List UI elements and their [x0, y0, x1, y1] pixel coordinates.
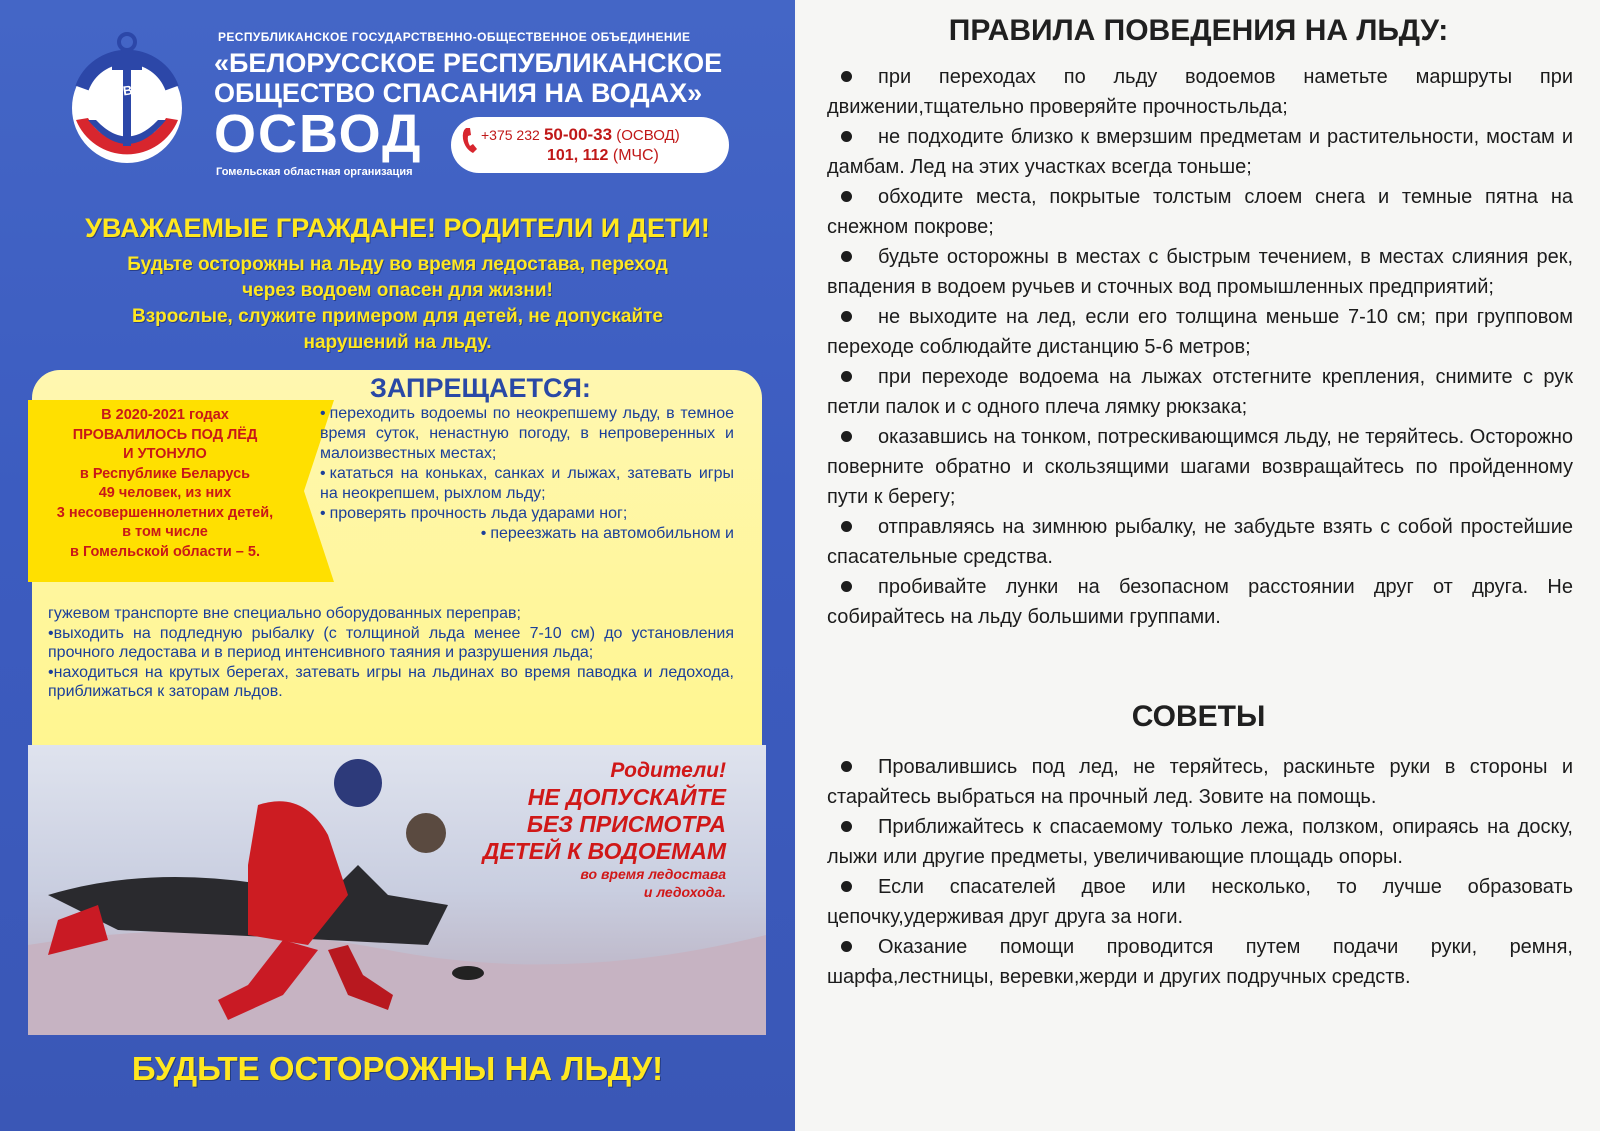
phone-line-mchs — [547, 147, 659, 165]
parents-line-6: и ледохода. — [643, 884, 726, 900]
statistics-text — [34, 406, 296, 562]
bullet-icon — [841, 941, 852, 952]
bullet-icon — [841, 881, 852, 892]
phone-pill — [451, 117, 729, 173]
bullet-icon — [841, 251, 852, 262]
phone-line-osvod — [481, 125, 680, 145]
list-item-continued: гужевом транспорте вне специально оборудованных переправ; — [48, 605, 521, 622]
parents-warning — [444, 758, 726, 901]
gomel-org: Гомельская областная организация — [216, 166, 413, 178]
list-item: обходите места, покрытые толстым слоем снега и темные пятна на снежном покрове; — [827, 186, 1573, 238]
bullet-icon — [841, 191, 852, 202]
bullet-icon — [841, 521, 852, 532]
rules-list — [827, 62, 1573, 632]
stat-line-7: в том числе — [122, 524, 208, 540]
greeting-line-3: Взрослые, служите примером для детей, не допускайте — [131, 306, 664, 327]
parents-line-2: НЕ ДОПУСКАЙТЕ — [527, 784, 726, 810]
phone-prefix: +375 232 — [481, 127, 540, 143]
greeting-line-2: через водоем опасен для жизни! — [242, 280, 553, 301]
parents-line-3: БЕЗ ПРИСМОТРА — [526, 811, 726, 837]
parents-line-5: во время ледостава — [580, 866, 726, 882]
phone-mchs: 101, 112 — [547, 147, 609, 164]
phone-osvod-label: (ОСВОД) — [616, 127, 680, 144]
phone-osvod: 50-00-33 — [543, 125, 613, 144]
list-item: оказавшись на тонком, потрескивающимся льду, не теряйтесь. Осторожно поверните обратно и скользящими шагами возвращайтесь по пройденному пути к берегу; — [827, 426, 1573, 508]
list-item: Провалившись под лед, не теряйтесь, раскиньте руки в стороны и старайтесь выбраться на прочный лед. Зовите на помощь. — [827, 756, 1573, 808]
phone-icon — [461, 125, 481, 155]
list-item: Оказание помощи проводится путем подачи руки, ремня, шарфа,лестницы, веревки,жерди и других подручных средств. — [827, 936, 1573, 988]
list-item: • переходить водоемы по неокрепшему льду, в темное время суток, ненастную погоду, в непроверенных и малоизвестных местах; — [320, 405, 734, 462]
bullet-icon — [841, 71, 852, 82]
list-item: •выходить на подледную рыбалку (с толщиной льда менее 7-10 см) до установления прочного ледостава и в период интенсивного таяния и разрушения льда; — [48, 624, 734, 661]
right-page — [797, 0, 1600, 1131]
bottom-slogan: БУДЬТЕ ОСТОРОЖНЫ НА ЛЬДУ! — [131, 1050, 664, 1087]
bullet-icon — [841, 821, 852, 832]
greeting-text — [30, 252, 765, 356]
list-item: • переезжать на автомобильном и — [480, 525, 734, 542]
advice-list — [827, 752, 1573, 992]
list-item: Приближайтесь к спасаемому только лежа, ползком, опираясь на доску, лыжи или другие предметы, увеличивающие площадь опоры. — [827, 816, 1573, 868]
prohibited-list-narrow — [320, 404, 734, 544]
parents-line-1: Родители! — [610, 759, 726, 782]
greeting-title: УВАЖАЕМЫЕ ГРАЖДАНЕ! РОДИТЕЛИ И ДЕТИ! — [85, 213, 710, 243]
list-item: • кататься на коньках, санках и лыжах, затевать игры на неокрепшем, рыхлом льду; — [320, 465, 734, 502]
list-item: • проверять прочность льда ударами ног; — [320, 505, 628, 522]
list-item: Если спасателей двое или несколько, то лучше образовать цепочку,удерживая друг друга за ноги. — [827, 876, 1573, 928]
bullet-icon — [841, 311, 852, 322]
osvod-wordmark: ОСВОД — [214, 104, 423, 164]
list-item: не подходите близко к вмерзшим предметам и растительности, мостам и дамбам. Лед на этих участках всегда тоньше; — [827, 126, 1573, 178]
list-item: при переходе водоема на лыжах отстегните крепления, снимите с рук петли палок и с одного плеча лямку рюкзака; — [827, 366, 1573, 418]
bullet-icon — [841, 371, 852, 382]
stat-line-4: в Республике Беларусь — [79, 465, 251, 482]
bullet-icon — [841, 761, 852, 772]
parents-line-4: ДЕТЕЙ К ВОДОЕМАМ — [482, 838, 726, 864]
list-item: пробивайте лунки на безопасном расстоянии друг от друга. Не собирайтесь на льду большими группами. — [827, 576, 1573, 628]
prohibited-list-wide — [48, 604, 734, 702]
stat-line-5: 49 человек, из них — [98, 485, 232, 501]
phone-mchs-label: (МЧС) — [612, 147, 659, 164]
list-item: не выходите на лед, если его толщина меньше 7-10 см; при групповом переходе соблюдайте дистанцию 5-6 метров; — [827, 306, 1573, 358]
stat-line-8: в Гомельской области – 5. — [70, 543, 260, 560]
bullet-icon — [841, 581, 852, 592]
org-top-line: РЕСПУБЛИКАНСКОЕ ГОСУДАРСТВЕННО-ОБЩЕСТВЕННОЕ ОБЪЕДИНЕНИЕ — [218, 30, 691, 44]
list-item: при переходах по льду водоемов наметьте маршруты при движении,тщательно проверяйте прочностьльда; — [827, 66, 1573, 118]
advice-title: СОВЕТЫ — [1131, 700, 1266, 733]
org-name-line-2: ОБЩЕСТВО СПАСАНИЯ НА ВОДАХ» — [214, 78, 703, 108]
prohibited-title: ЗАПРЕЩАЕТСЯ: — [370, 373, 591, 403]
bullet-icon — [841, 431, 852, 442]
bullet-icon — [841, 131, 852, 142]
greeting-line-4: нарушений на льду. — [303, 332, 492, 353]
stat-line-3: И УТОНУЛО — [123, 446, 207, 462]
greeting-line-1: Будьте осторожны на льду во время ледостава, переход — [127, 254, 668, 275]
rules-title: ПРАВИЛА ПОВЕДЕНИЯ НА ЛЬДУ: — [948, 14, 1449, 47]
stat-line-1: В 2020-2021 годах — [101, 407, 229, 423]
list-item: •находиться на крутых берегах, затевать игры на льдинах во время паводка и ледохода, приближаться к заторам льдов. — [48, 663, 734, 700]
org-name — [214, 48, 754, 108]
org-name-line-1: «БЕЛОРУССКОЕ РЕСПУБЛИКАНСКОЕ — [214, 48, 723, 78]
stat-line-6: 3 несовершеннолетних детей, — [56, 504, 274, 521]
stat-line-2: ПРОВАЛИЛОСЬ ПОД ЛЁД — [72, 426, 258, 443]
list-item: отправляясь на зимнюю рыбалку, не забудьте взять с собой простейшие спасательные средства. — [827, 516, 1573, 568]
list-item: будьте осторожны в местах с быстрым течением, в местах слияния рек, впадения в водоем ручьев и сточных вод промышленных предприятий; — [827, 246, 1573, 298]
logo-text: ОСВОД — [102, 79, 153, 102]
left-page — [0, 0, 795, 1131]
osvod-anchor-logo — [68, 28, 186, 168]
